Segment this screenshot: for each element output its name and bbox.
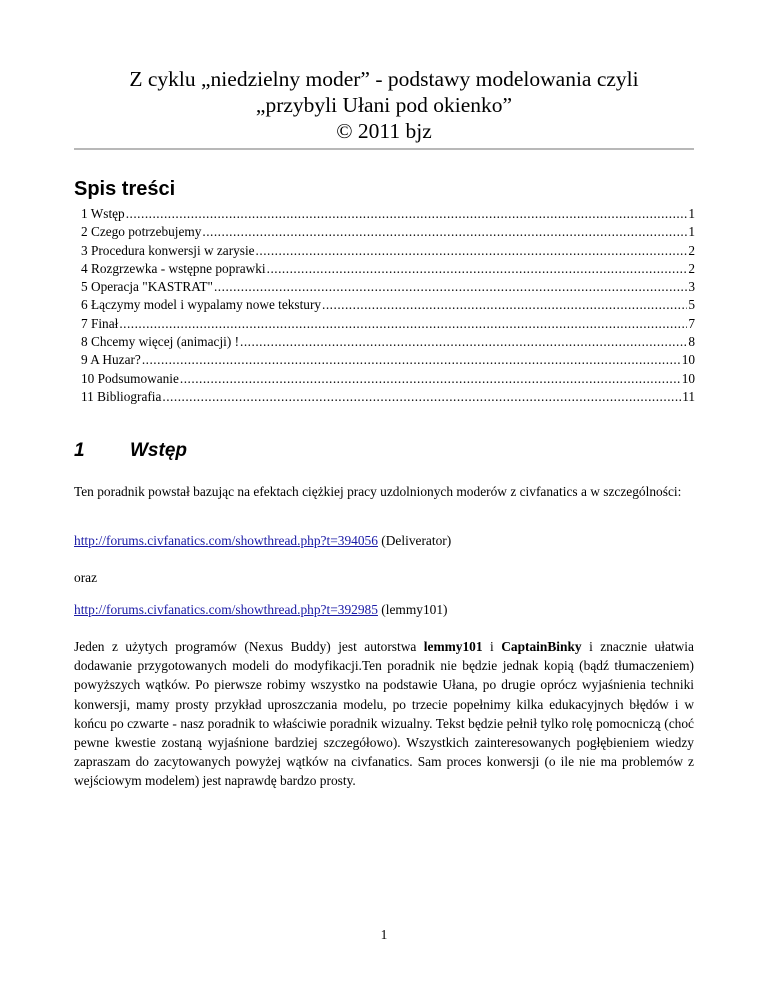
toc-entry-title: 6 Łączymy model i wypalamy nowe tekstury	[81, 297, 322, 313]
toc-entry-title: 1 Wstęp	[81, 206, 125, 221]
toc-entry[interactable]	[81, 389, 695, 407]
toc-entry-page: 7	[688, 315, 695, 331]
toc-heading: Spis treści	[74, 178, 176, 200]
toc-leader-dots	[240, 334, 687, 350]
toc-entry-title: 11 Bibliografia	[81, 388, 162, 404]
toc-leader-dots	[180, 371, 681, 387]
toc-entry[interactable]	[81, 297, 695, 315]
toc-entry[interactable]	[81, 279, 695, 297]
toc-leader-dots	[267, 261, 688, 277]
toc-entry-page: 5	[688, 297, 695, 313]
toc-entry-title: 8 Chcemy więcej (animacji) !	[81, 334, 240, 350]
reference-note-1: (Deliverator)	[377, 533, 452, 548]
toc-entry-page: 1	[688, 224, 695, 240]
toc-entry[interactable]	[81, 352, 695, 370]
section-title: Wstęp	[130, 440, 187, 461]
toc-entry-title: 5 Operacja "KASTRAT"	[81, 279, 213, 295]
reference-line-1	[74, 533, 451, 549]
toc-entry-page: 1	[688, 206, 695, 221]
body-text-2: i	[482, 639, 502, 654]
table-of-contents	[81, 206, 695, 407]
toc-entry[interactable]	[81, 371, 695, 389]
toc-leader-dots	[126, 206, 688, 222]
intro-paragraph: Ten poradnik powstał bazując na efektach ciężkiej pracy uzdolnionych moderów z civfanatics a w szczególności:	[74, 484, 682, 499]
toc-entry-title: 10 Podsumowanie	[81, 370, 179, 386]
toc-leader-dots	[142, 352, 681, 368]
toc-entry-page: 2	[688, 242, 695, 258]
toc-entry-page: 10	[681, 352, 695, 368]
toc-leader-dots	[119, 316, 687, 332]
toc-entry-title: 3 Procedura konwersji w zarysie	[81, 242, 255, 258]
section-heading	[74, 440, 187, 462]
author-name-2: CaptainBinky	[501, 639, 582, 654]
toc-entry[interactable]	[81, 316, 695, 334]
toc-leader-dots	[202, 224, 687, 240]
toc-entry-title: 4 Rozgrzewka - wstępne poprawki	[81, 260, 266, 276]
toc-entry-page: 8	[688, 334, 695, 350]
toc-entry[interactable]	[81, 334, 695, 352]
reference-line-2	[74, 602, 448, 618]
toc-leader-dots	[322, 297, 687, 313]
toc-entry[interactable]	[81, 261, 695, 279]
body-text-1: Jeden z użytych programów (Nexus Buddy) jest autorstwa	[74, 639, 424, 654]
section-number: 1	[74, 440, 85, 461]
toc-entry-page: 2	[688, 260, 695, 276]
toc-entry[interactable]	[81, 224, 695, 242]
title-line-1: Z cyklu „niedzielny moder” - podstawy modelowania czyli	[129, 67, 639, 91]
toc-entry-page: 3	[688, 279, 695, 295]
toc-entry[interactable]	[81, 206, 695, 224]
title-divider	[74, 148, 694, 150]
toc-entry-page: 10	[681, 370, 695, 386]
page-number: 1	[380, 927, 388, 942]
toc-leader-dots	[256, 243, 688, 259]
toc-leader-dots	[214, 279, 687, 295]
author-name-1: lemmy101	[423, 639, 483, 654]
toc-entry-title: 2 Czego potrzebujemy	[81, 224, 202, 240]
reference-note-2: (lemmy101)	[377, 602, 448, 617]
toc-entry-title: 9 A Huzar?	[81, 352, 141, 368]
toc-entry-page: 11	[682, 388, 695, 404]
body-paragraph	[74, 637, 694, 791]
toc-leader-dots	[162, 389, 681, 405]
body-text-3: i znacznie ułatwia dodawanie przygotowanych modeli do modyfikacji.Ten poradnik nie będzie jednak kopią (bądź tłumaczeniem) powyższych wątków. Po pierwsze robimy wszystko na podstawie Ułana, po drugie oprócz wyjaśnienia techniki konwersji, mamy prosty przykład uproszczania modelu, po trzecie popełnimy kilka edukacyjnych błędów i w końcu po czwarte - nasz poradnik to właściwie poradnik wizualny. Tekst będzie pełnił tylko rolę pomocniczą (choć pewne kwestie zostaną wyjaśnione bardziej szczegółowo). Wszystkich zainteresowanych pogłębieniem wiedzy zapraszam do zacytowanych powyżej wątków na civfanatics. Sam proces konwersji (o ile nie ma problemów z wejściowym modelem) jest naprawdę bardzo prosty.	[74, 639, 694, 789]
toc-entry[interactable]	[81, 243, 695, 261]
title-line-2: „przybyli Ułani pod okienko”	[255, 93, 513, 117]
reference-link-2[interactable]: http://forums.civfanatics.com/showthread.php?t=392985	[74, 602, 378, 617]
title-line-3: © 2011 bjz	[336, 119, 432, 143]
reference-link-1[interactable]: http://forums.civfanatics.com/showthread.php?t=394056	[74, 533, 378, 548]
document-title	[74, 66, 694, 144]
toc-entry-title: 7 Finał	[81, 315, 119, 331]
connector-text: oraz	[74, 570, 98, 585]
